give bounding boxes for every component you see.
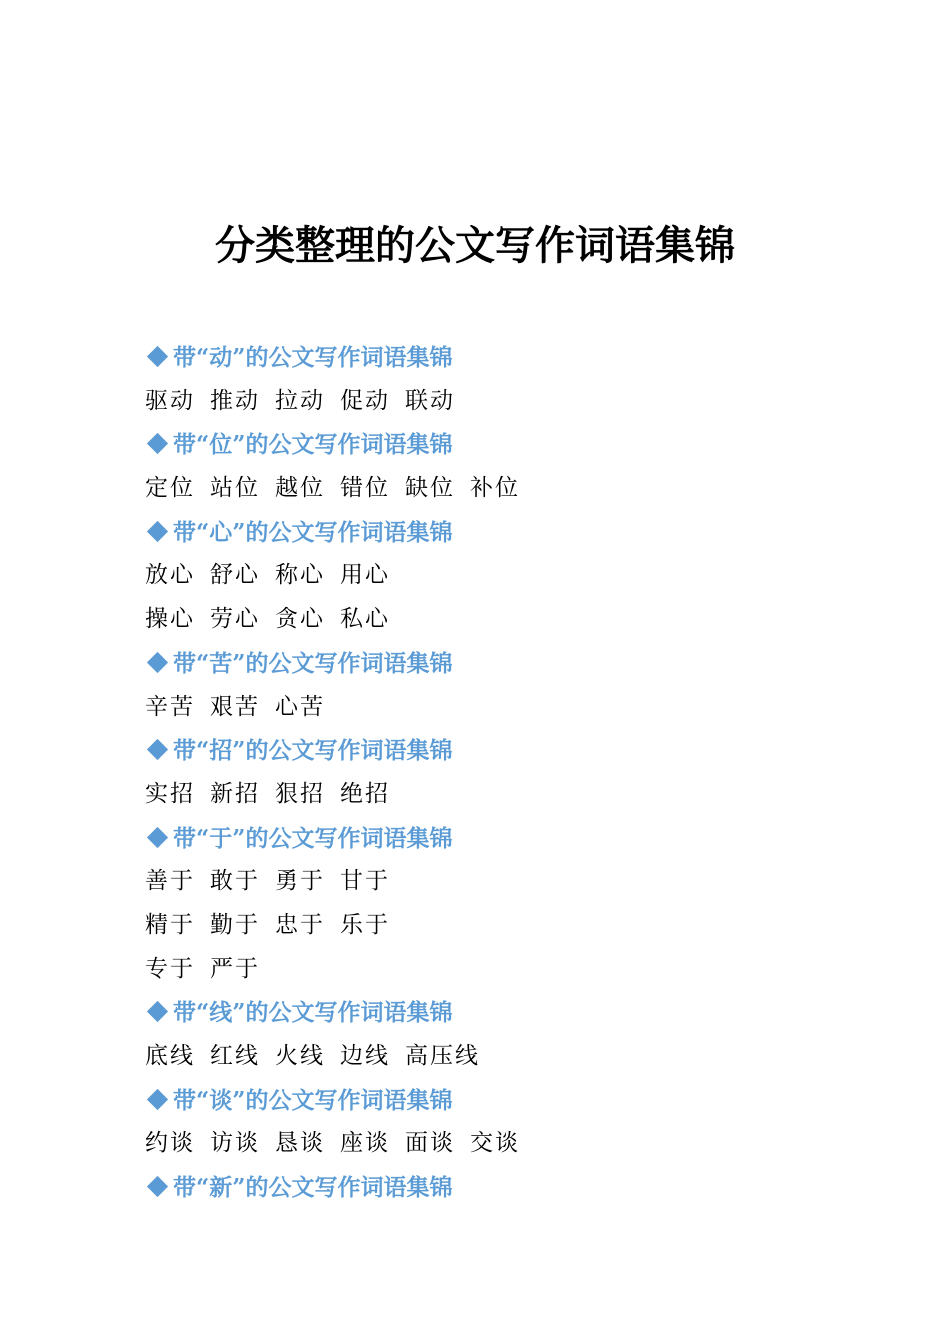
section-heading [145, 642, 825, 686]
word-item: 站位 [210, 475, 260, 502]
word-item: 驱动 [145, 387, 195, 414]
word-row [145, 773, 825, 817]
word-row [145, 598, 825, 642]
section-heading [145, 991, 825, 1035]
word-row [145, 467, 825, 511]
word-item: 补位 [470, 475, 520, 502]
section-heading [145, 511, 825, 555]
section-heading-text: 带“新”的公文写作词语集锦 [173, 1174, 453, 1202]
word-item: 缺位 [405, 475, 455, 502]
section-heading-text: 带“谈”的公文写作词语集锦 [173, 1086, 453, 1114]
diamond-bullet-icon [147, 346, 168, 367]
word-item: 高压线 [405, 1043, 480, 1069]
section-heading [145, 1079, 825, 1123]
word-item: 勤于 [210, 911, 260, 938]
section-heading-text: 带“心”的公文写作词语集锦 [173, 518, 453, 546]
word-item: 促动 [340, 387, 390, 414]
word-item: 错位 [340, 475, 390, 502]
document-body [145, 336, 825, 1210]
word-item: 实招 [145, 780, 195, 807]
word-row [145, 1035, 825, 1079]
word-item: 精于 [145, 911, 195, 938]
word-item: 称心 [275, 562, 325, 589]
word-item: 操心 [145, 606, 195, 633]
word-item: 敢于 [210, 868, 260, 895]
word-row [145, 554, 825, 598]
word-item: 红线 [210, 1043, 260, 1069]
word-item: 善于 [145, 868, 195, 895]
word-item: 越位 [275, 475, 325, 502]
word-item: 劳心 [210, 606, 260, 633]
diamond-bullet-icon [147, 826, 168, 847]
diamond-bullet-icon [147, 739, 168, 760]
diamond-bullet-icon [147, 433, 168, 454]
word-item: 忠于 [275, 911, 325, 938]
word-item: 用心 [340, 562, 390, 589]
word-item: 甘于 [340, 868, 390, 895]
section-heading [145, 1166, 825, 1210]
word-item: 贪心 [275, 606, 325, 633]
section-heading-text: 带“苦”的公文写作词语集锦 [173, 649, 453, 677]
section-heading [145, 423, 825, 467]
page-title: 分类整理的公文写作词语集锦 [215, 222, 735, 269]
word-row [145, 948, 825, 992]
word-item: 放心 [145, 562, 195, 589]
word-item: 联动 [405, 387, 455, 414]
word-item: 边线 [340, 1043, 390, 1069]
word-item: 推动 [210, 387, 260, 414]
word-item: 座谈 [340, 1130, 390, 1157]
diamond-bullet-icon [147, 521, 168, 542]
word-item: 绝招 [340, 780, 390, 807]
word-item: 火线 [275, 1043, 325, 1069]
section-heading-text: 带“招”的公文写作词语集锦 [173, 737, 453, 765]
section-heading [145, 336, 825, 380]
word-item: 专于 [145, 955, 195, 982]
word-row [145, 1122, 825, 1166]
word-item: 底线 [145, 1043, 195, 1069]
word-row [145, 904, 825, 948]
word-item: 定位 [145, 475, 195, 502]
word-item: 辛苦 [145, 693, 195, 720]
word-item: 严于 [210, 955, 260, 982]
word-item: 恳谈 [275, 1130, 325, 1157]
word-item: 拉动 [275, 387, 325, 414]
word-item: 舒心 [210, 562, 260, 589]
word-item: 私心 [340, 606, 390, 633]
word-item: 访谈 [210, 1130, 260, 1157]
word-row [145, 686, 825, 730]
section-heading-text: 带“动”的公文写作词语集锦 [173, 344, 453, 371]
word-item: 艰苦 [210, 693, 260, 720]
word-item: 心苦 [275, 693, 325, 720]
section-heading-text: 带“于”的公文写作词语集锦 [173, 824, 453, 852]
diamond-bullet-icon [147, 1176, 168, 1197]
diamond-bullet-icon [147, 652, 168, 673]
section-heading-text: 带“线”的公文写作词语集锦 [173, 999, 453, 1027]
word-row [145, 860, 825, 904]
diamond-bullet-icon [147, 1089, 168, 1110]
word-item: 乐于 [340, 911, 390, 938]
word-row [145, 380, 825, 424]
word-item: 约谈 [145, 1130, 195, 1157]
section-heading [145, 729, 825, 773]
section-heading [145, 817, 825, 861]
section-heading-text: 带“位”的公文写作词语集锦 [173, 431, 453, 459]
word-item: 面谈 [405, 1130, 455, 1157]
word-item: 勇于 [275, 868, 325, 895]
diamond-bullet-icon [147, 1001, 168, 1022]
word-item: 交谈 [470, 1130, 520, 1157]
word-item: 狠招 [275, 780, 325, 807]
word-item: 新招 [210, 780, 260, 807]
